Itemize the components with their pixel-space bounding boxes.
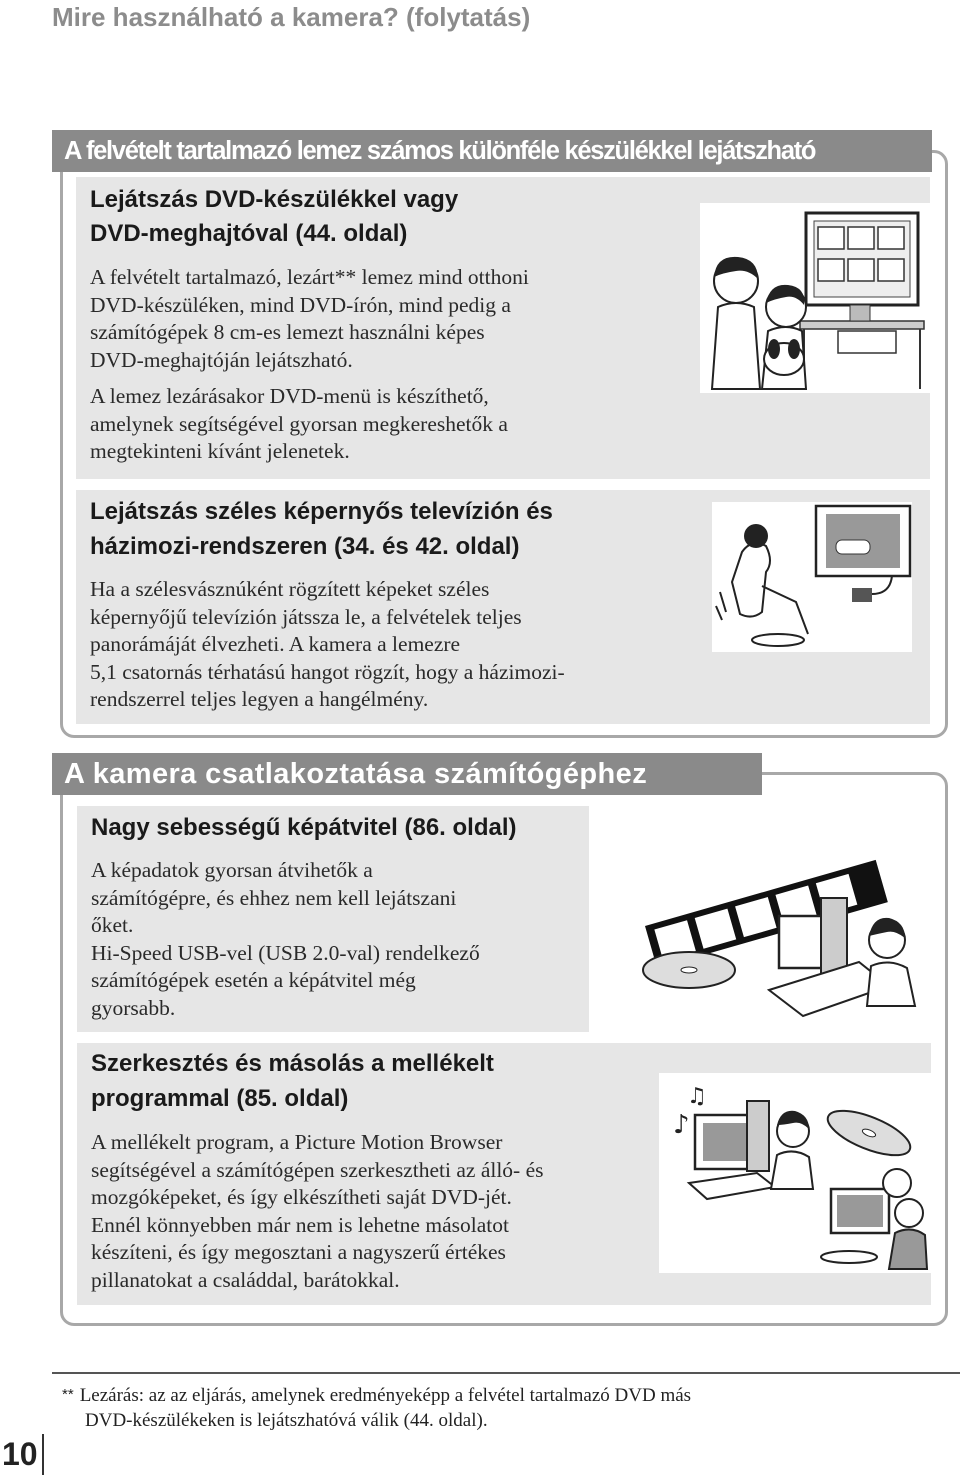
family-tv-illustration — [700, 203, 930, 393]
paragraph-line: DVD-meghajtóján lejátszható. — [90, 347, 353, 372]
paragraph-line: A felvételt tartalmazó, lezárt** lemez mind otthoni — [90, 265, 529, 289]
paragraph-line: 5,1 csatornás térhatású hangot rögzít, hogy a házimozi- — [90, 659, 565, 684]
page-title: Mire használható a kamera? (folytatás) — [52, 2, 531, 32]
card-widescreen-playback — [76, 490, 930, 724]
card-title: DVD-meghajtóval (44. oldal) — [90, 220, 408, 247]
section-heading-playback: A felvételt tartalmazó lemez számos különféle készülékkel lejátszható — [52, 130, 932, 172]
footnote-text: Lezárás: az az eljárás, amelynek eredményeképp a felvétel tartalmazó DVD más — [79, 1385, 692, 1406]
paragraph-line: számítógépre, és ehhez nem kell lejátszani — [91, 885, 457, 910]
paragraph-line: képernyőjű televízión játssza le, a felvételek teljes — [90, 604, 522, 629]
card-title: Nagy sebességű képátvitel (86. oldal) — [91, 814, 517, 841]
section-heading-computer: A kamera csatlakoztatása számítógéphez — [52, 753, 762, 795]
paragraph-line: A képadatok gyorsan átvihetők a — [91, 858, 373, 882]
card-edit-copy — [77, 1043, 931, 1305]
paragraph-line: segítségével a számítógépen szerkesztheti az álló- és — [91, 1157, 544, 1182]
paragraph-line: Ennél könnyebben már nem is lehetne másolatot — [91, 1212, 509, 1237]
paragraph-line: amelynek segítségével gyorsan megkereshetők a — [90, 411, 508, 436]
usb-transfer-illustration — [589, 806, 931, 1032]
paragraph-line: A lemez lezárásakor DVD-menü is készíthető, — [90, 384, 489, 408]
card-title: Lejátszás DVD-készülékkel vagy — [90, 186, 459, 213]
svg-text:♫: ♫ — [687, 1084, 707, 1109]
paragraph-line: mozgóképeket, és így elkészítheti saját DVD-jét. — [91, 1185, 512, 1209]
widescreen-tv-illustration — [712, 502, 912, 652]
paragraph-line: őket. — [91, 913, 134, 937]
paragraph-line: pillanatokat a családdal, barátokkal. — [91, 1267, 400, 1292]
card-title: programmal (85. oldal) — [91, 1085, 349, 1112]
paragraph-line: rendszerrel teljes legyen a hangélmény. — [90, 687, 429, 711]
footnote-line — [62, 1382, 922, 1408]
card-title: Lejátszás széles képernyős televízión és — [90, 498, 553, 525]
software-editing-illustration — [659, 1073, 931, 1273]
footnote-divider — [52, 1372, 960, 1374]
footnote-mark: ** — [62, 1386, 74, 1403]
paragraph-line: panorámáját élvezheti. A kamera a lemezre — [90, 632, 461, 656]
footnote-line: DVD-készülékeken is lejátszhatóvá válik (44. oldal). — [85, 1410, 488, 1431]
paragraph-line: megtekinteni kívánt jelenetek. — [90, 439, 350, 463]
paragraph-line: számítógépek 8 cm-es lemezt használni képes — [90, 320, 485, 344]
page-number: 10 — [0, 1434, 44, 1475]
paragraph-line: Hi-Speed USB-vel (USB 2.0-val) rendelkező — [91, 940, 480, 965]
paragraph-line: készíteni, és így megosztani a nagyszerű értékes — [91, 1240, 506, 1264]
card-title: Szerkesztés és másolás a mellékelt — [91, 1050, 494, 1077]
card-dvd-playback — [76, 177, 930, 479]
footnote — [62, 1382, 922, 1433]
svg-text:♪: ♪ — [673, 1110, 690, 1140]
paragraph-line: A mellékelt program, a Picture Motion Browser — [91, 1130, 503, 1154]
paragraph-line: DVD-készüléken, mind DVD-írón, mind pedig a — [90, 292, 511, 317]
paragraph-line: gyorsabb. — [91, 995, 176, 1020]
card-title: házimozi-rendszeren (34. és 42. oldal) — [90, 533, 520, 560]
paragraph-line: számítógépek esetén a képátvitel még — [91, 968, 416, 992]
paragraph-line: Ha a szélesvásznúként rögzített képeket széles — [90, 577, 490, 601]
card-fast-transfer — [77, 806, 931, 1032]
